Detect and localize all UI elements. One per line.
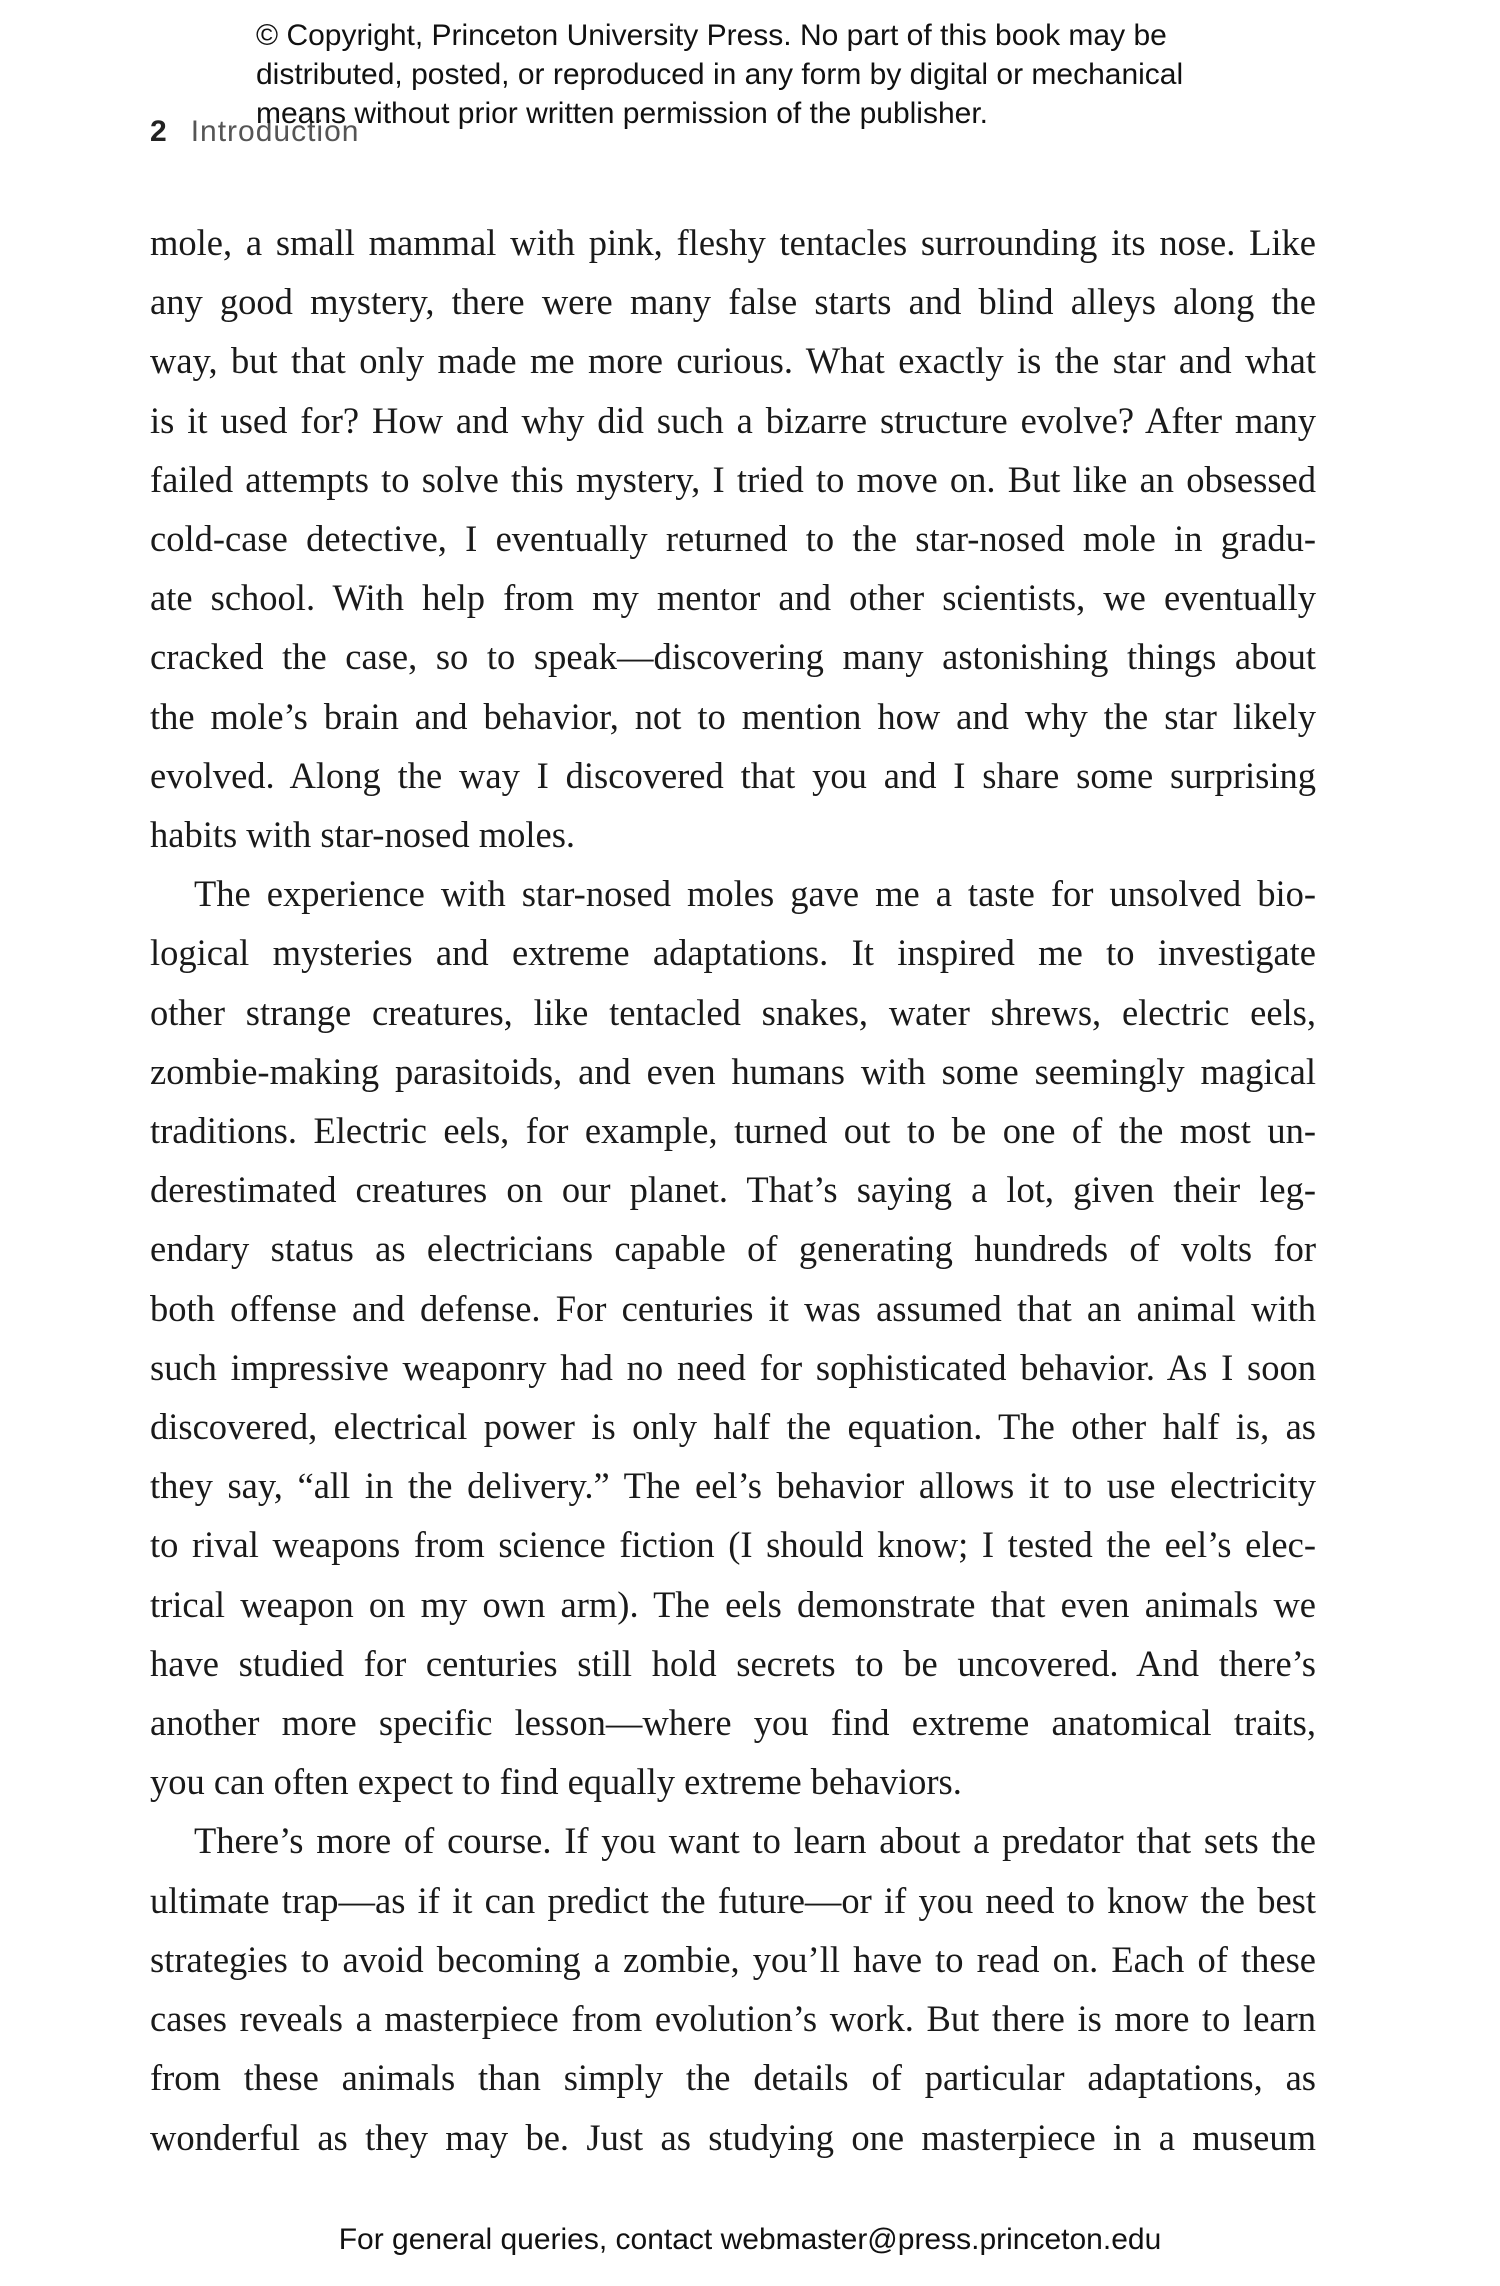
text-line: There’s more of course. If you want to learn about a predator that sets the <box>194 1820 1316 1862</box>
text-line: such impressive weaponry had no need for sophisticated behavior. As I soon <box>150 1346 1316 1388</box>
text-line: both offense and defense. For centuries it was assumed that an animal with <box>150 1287 1316 1329</box>
text-line: ate school. With help from my mentor and other scientists, we eventually <box>150 577 1316 619</box>
text-line: The experience with star-nosed moles gave me a taste for unsolved bio- <box>194 873 1316 915</box>
text-line: you can often expect to find equally extreme behaviors. <box>150 1761 962 1803</box>
text-line: strategies to avoid becoming a zombie, you’ll have to read on. Each of these <box>150 1938 1316 1980</box>
text-line: to rival weapons from science fiction (I should know; I tested the eel’s elec- <box>150 1524 1316 1566</box>
text-line: from these animals than simply the details of particular adaptations, as <box>150 2057 1316 2099</box>
text-line: trical weapon on my own arm). The eels demonstrate that even animals we <box>150 1583 1316 1625</box>
text-line: failed attempts to solve this mystery, I tried to move on. But like an obsessed <box>150 458 1316 500</box>
copyright-notice <box>256 16 1356 133</box>
copyright-line: © Copyright, Princeton University Press. No part of this book may be <box>256 19 1167 52</box>
text-line: habits with star-nosed moles. <box>150 814 576 856</box>
text-line: wonderful as they may be. Just as studying one masterpiece in a museum <box>150 2116 1316 2158</box>
text-line: they say, “all in the delivery.” The eel’s behavior allows it to use electricity <box>150 1465 1316 1507</box>
text-line: another more specific lesson—where you find extreme anatomical traits, <box>150 1702 1316 1744</box>
text-line: cold-case detective, I eventually returned to the star-nosed mole in gradu- <box>150 518 1316 560</box>
section-title: Introduction <box>190 115 360 148</box>
footer-contact: For general queries, contact webmaster@press.princeton.edu <box>338 2223 1162 2256</box>
copyright-line: distributed, posted, or reproduced in any form by digital or mechanical <box>256 58 1184 91</box>
text-line: cases reveals a masterpiece from evolution’s work. But there is more to learn <box>150 1998 1316 2040</box>
text-line: way, but that only made me more curious. What exactly is the star and what <box>150 340 1316 382</box>
text-line: logical mysteries and extreme adaptations. It inspired me to investigate <box>150 932 1316 974</box>
text-line: mole, a small mammal with pink, fleshy tentacles surrounding its nose. Like <box>150 222 1316 263</box>
text-line: ultimate trap—as if it can predict the future—or if you need to know the best <box>150 1879 1316 1921</box>
paragraph <box>150 213 1316 864</box>
text-line: is it used for? How and why did such a bizarre structure evolve? After many <box>150 399 1316 441</box>
text-line: evolved. Along the way I discovered that you and I share some surprising <box>150 754 1316 796</box>
text-line: discovered, electrical power is only half the equation. The other half is, as <box>150 1406 1316 1448</box>
page-number: 2 <box>150 115 167 148</box>
text-line: any good mystery, there were many false starts and blind alleys along the <box>150 281 1316 323</box>
text-line: the mole’s brain and behavior, not to mention how and why the star likely <box>150 695 1316 737</box>
paragraph <box>150 864 1316 1811</box>
text-line: derestimated creatures on our planet. That’s saying a lot, given their leg- <box>150 1169 1316 1211</box>
body-text <box>150 213 1316 2167</box>
text-line: zombie-making parasitoids, and even humans with some seemingly magical <box>150 1050 1316 1092</box>
text-line: traditions. Electric eels, for example, turned out to be one of the most un- <box>150 1110 1316 1152</box>
text-line: other strange creatures, like tentacled snakes, water shrews, electric eels, <box>150 991 1316 1033</box>
text-line: endary status as electricians capable of generating hundreds of volts for <box>150 1228 1316 1270</box>
paragraph <box>150 1811 1316 2166</box>
text-line: have studied for centuries still hold secrets to be uncovered. And there’s <box>150 1642 1316 1684</box>
copyright-line: means without prior written permission of the publisher. <box>256 97 989 130</box>
text-line: cracked the case, so to speak—discovering many astonishing things about <box>150 636 1316 678</box>
